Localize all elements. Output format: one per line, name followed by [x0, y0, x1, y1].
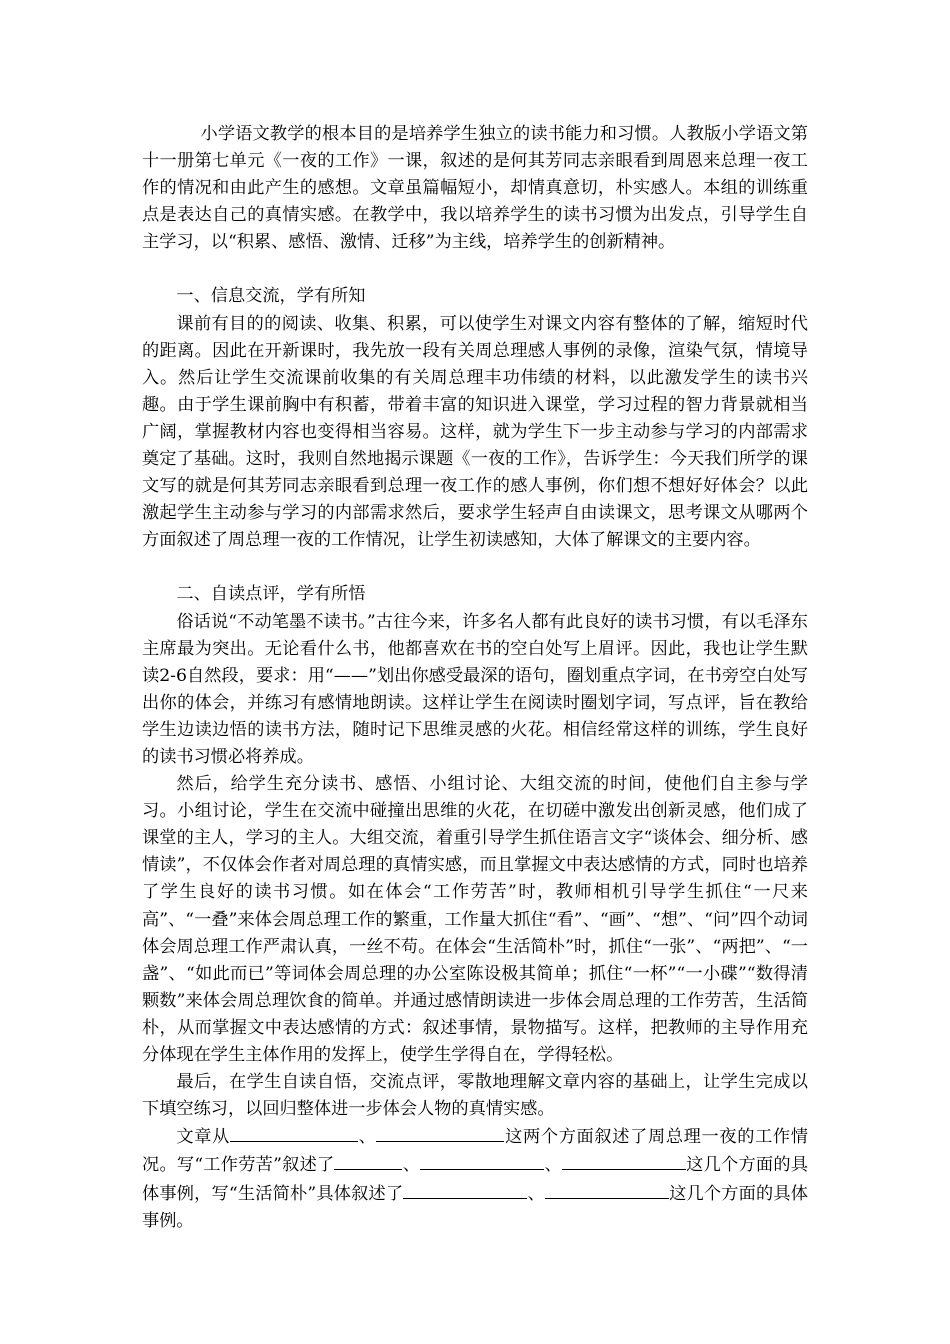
section-heading-1: 一、信息交流，学有所知: [176, 286, 366, 307]
fill-blank[interactable]: [545, 1180, 669, 1199]
fill-in-exercise: [142, 1123, 808, 1235]
exercise-text: 这几个方面的具体事例，写“生活简朴”具体叙述了: [142, 1155, 808, 1204]
paragraph-spacer: [142, 256, 808, 283]
exercise-text: 、: [527, 1183, 545, 1204]
exercise-text: 、: [357, 1127, 377, 1148]
fill-blank[interactable]: [403, 1180, 527, 1199]
section-heading-2: 二、自读点评，学有所悟: [176, 584, 366, 605]
exercise-text: 、: [544, 1155, 562, 1176]
exercise-text: 、: [402, 1155, 421, 1176]
fill-blank[interactable]: [376, 1123, 504, 1142]
exercise-text: 这几个方面的具体事例。: [142, 1183, 808, 1231]
paragraph-spacer: [142, 554, 808, 581]
document-body: [142, 121, 808, 1235]
exercise-text: 这两个方面叙述了周总理一夜的工作情况。写“工作劳苦”叙述了: [142, 1127, 808, 1176]
section1-paragraph: 课前有目的的阅读、收集、积累，可以使学生对课文内容有整体的了解，缩短时代的距离。因此在开新课时，我先放一段有关周总理感人事例的录像，渲染气氛，情境导入。然后让学生交流课前收集的有关周总理丰功伟绩的材料，以此激发学生的读书兴趣。由于学生课前胸中有积蓄，带着丰富的知识进入课堂，学习过程的智力背景就相当广阔，掌握教材内容也变得相当容易。这样，就为学生下一步主动参与学习的内部需求奠定了基础。这时，我则自然地揭示课题《一夜的工作》，告诉学生：今天我们所学的课文写的就是何其芳同志亲眼看到总理一夜工作的感人事例，你们想不想好好体会？以此激起学生主动参与学习的内部需求然后，要求学生轻声自由读课文，思考课文从哪两个方面叙述了周总理一夜的工作情况，让学生初读感知，大体了解课文的主要内容。: [142, 313, 808, 551]
intro-paragraph: 小学语文教学的根本目的是培养学生独立的读书能力和习惯。人教版小学语文第十一册第七单元《一夜的工作》一课，叙述的是何其芳同志亲眼看到周恩来总理一夜工作的情况和由此产生的感想。文章虽篇幅短小，却情真意切，朴实感人。本组的训练重点是表达自己的真情实感。在教学中，我以培养学生的读书习惯为出发点，引导学生自主学习，以“积累、感悟、激情、迁移”为主线，培养学生的创新精神。: [142, 124, 808, 253]
fill-blank[interactable]: [420, 1151, 544, 1170]
fill-blank[interactable]: [334, 1151, 402, 1170]
fill-blank[interactable]: [562, 1151, 686, 1170]
section2-paragraph-1: 俗话说“不动笔墨不读书。”古往今来，许多名人都有此良好的读书习惯，有以毛泽东主席最为突出。无论看什么书，他都喜欢在书的空白处写上眉评。因此，我也让学生默读2-6自然段，要求：用“——”划出你感受最深的语句，圈划重点字词，在书旁空白处写出你的体会，并练习有感情地朗读。这样让学生在阅读时圈划字词，写点评，旨在教给学生边读边悟的读书方法，随时记下思维灵感的火花。相信经常这样的训练，学生良好的读书习惯必将养成。: [142, 611, 808, 767]
section2-paragraph-2: 然后，给学生充分读书、感悟、小组讨论、大组交流的时间，使他们自主参与学习。小组讨论，学生在交流中碰撞出思维的火花，在切磋中激发出创新灵感，他们成了课堂的主人，学习的主人。大组交流，着重引导学生抓住语言文字“谈体会、细分析、感情读”，不仅体会作者对周总理的真情实感，而且掌握文中表达感情的方式，同时也培养了学生良好的读书习惯。如在体会“工作劳苦”时，教师相机引导学生抓住“一尺来高”、“一叠”来体会周总理工作的繁重，工作量大抓住“看”、“画”、“想”、“问”四个动词体会周总理工作严肃认真，一丝不苟。在体会“生活简朴”时，抓住“一张”、“两把”、“一盏”、“如此而已”等词体会周总理的办公室陈设极其简单；抓住“一杯”“一小碟”“数得清颗数”来体会周总理饮食的简单。并通过感情朗读进一步体会周总理的工作劳苦，生活简朴，从而掌握文中表达感情的方式：叙述事情，景物描写。这样，把教师的主导作用充分体现在学生主体作用的发挥上，使学生学得自在，学得轻松。: [142, 774, 808, 1065]
exercise-text: 文章从: [176, 1127, 230, 1148]
section2-paragraph-3: 最后，在学生自读自悟，交流点评，零散地理解文章内容的基础上，让学生完成以下填空练习，以回归整体进一步体会人物的真情实感。: [142, 1072, 808, 1120]
fill-blank[interactable]: [230, 1123, 358, 1142]
